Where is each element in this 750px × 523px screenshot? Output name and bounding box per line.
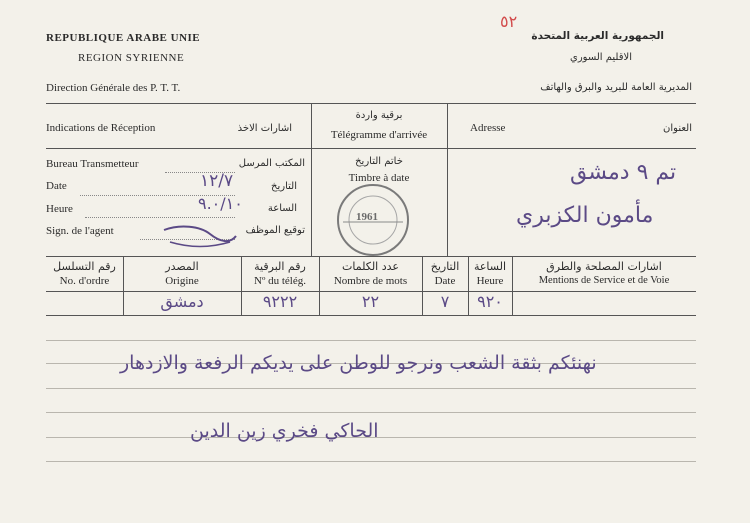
divider-address — [447, 103, 448, 256]
heure-dotted-line — [85, 217, 235, 218]
col-hour-fr: Heure — [476, 275, 504, 287]
col-order-fr: No. d'ordre — [59, 275, 110, 287]
date-handwritten-value: ١٢/٧ — [200, 171, 234, 191]
telegram-ar-label: برقية واردة — [355, 110, 403, 121]
message-rule-3 — [46, 388, 696, 389]
stamp-fr-label: Timbre à date — [348, 172, 410, 184]
heure-ar-label: الساعة — [267, 203, 297, 214]
col-date-ar: التاريخ — [430, 260, 460, 273]
col-origin-ar: المصدر — [165, 260, 199, 273]
message-line-2: الحاكي فخري زين الدين — [190, 420, 379, 442]
address-handwritten-line1: تم ٩ دمشق — [570, 160, 677, 185]
message-rule-1 — [46, 340, 696, 341]
frame-top-line — [46, 103, 696, 104]
col-service-ar: اشارات المصلحة والطرق — [546, 260, 662, 273]
frame-subheader-line — [46, 148, 696, 149]
agent-ar-label: توقيع الموظف — [245, 225, 305, 236]
header-ar-direction: المديرية العامة للبريد والبرق والهاتف — [540, 82, 692, 93]
header-ar-region: الاقليم السوري — [570, 52, 632, 63]
col-words-fr: Nombre de mots — [333, 275, 408, 287]
header-fr-direction: Direction Générale des P. T. T. — [46, 82, 181, 94]
col-origin-value: دمشق — [160, 292, 204, 311]
bureau-ar-label: المكتب المرسل — [238, 158, 305, 169]
col-order-ar: رقم التسلسل — [53, 260, 116, 273]
stamp-year: 1961 — [356, 211, 378, 223]
heure-handwritten-value: ٩.٠/١٠ — [198, 194, 243, 213]
bureau-fr-label: Bureau Transmetteur — [46, 158, 139, 170]
stamp-ar-label: خاتم التاريخ — [355, 156, 403, 167]
frame-columns-bottom — [46, 315, 696, 316]
reception-ar-label: اشارات الاخذ — [237, 123, 292, 134]
header-fr-region: REGION SYRIENNE — [78, 52, 185, 64]
col-words-value: ٢٢ — [361, 292, 380, 311]
red-handwritten-mark: ٥٢ — [500, 12, 518, 31]
col-date-value: ٧ — [440, 292, 450, 311]
address-handwritten-line2: مأمون الكزبري — [516, 203, 654, 228]
col-hour-value: ٩٢٠ — [477, 292, 503, 311]
col-hour-ar: الساعة — [473, 260, 507, 273]
date-ar-label: التاريخ — [271, 181, 297, 192]
agent-fr-label: Sign. de l'agent — [46, 225, 114, 237]
heure-fr-label: Heure — [46, 203, 73, 215]
telegram-fr-label: Télégramme d'arrivée — [330, 129, 428, 141]
col-service-fr: Mentions de Service et de Voie — [538, 275, 670, 286]
message-rule-6 — [46, 461, 696, 462]
header-fr-republic: REPUBLIQUE ARABE UNIE — [46, 32, 201, 44]
agent-signature-scribble — [160, 222, 240, 250]
col-words-ar: عدد الكلمات — [342, 260, 399, 273]
col-telegram-no-value: ٩٢٢٢ — [262, 292, 298, 311]
col-telegram-no-ar: رقم البرقية — [254, 260, 306, 273]
date-fr-label: Date — [46, 180, 67, 192]
message-line-1: نهنئكم بثقة الشعب ونرجو للوطن على يديكم الرفعة والازدهار — [120, 352, 597, 374]
message-rule-4 — [46, 412, 696, 413]
col-date-fr: Date — [434, 275, 456, 287]
address-ar-label: العنوان — [663, 123, 692, 134]
col-origin-fr: Origine — [165, 275, 199, 287]
reception-fr-label: Indications de Réception — [46, 122, 156, 134]
header-ar-republic: الجمهورية العربية المتحدة — [531, 30, 664, 42]
address-fr-label: Adresse — [470, 122, 506, 134]
col-telegram-no-fr: Nº du télég. — [254, 275, 306, 287]
